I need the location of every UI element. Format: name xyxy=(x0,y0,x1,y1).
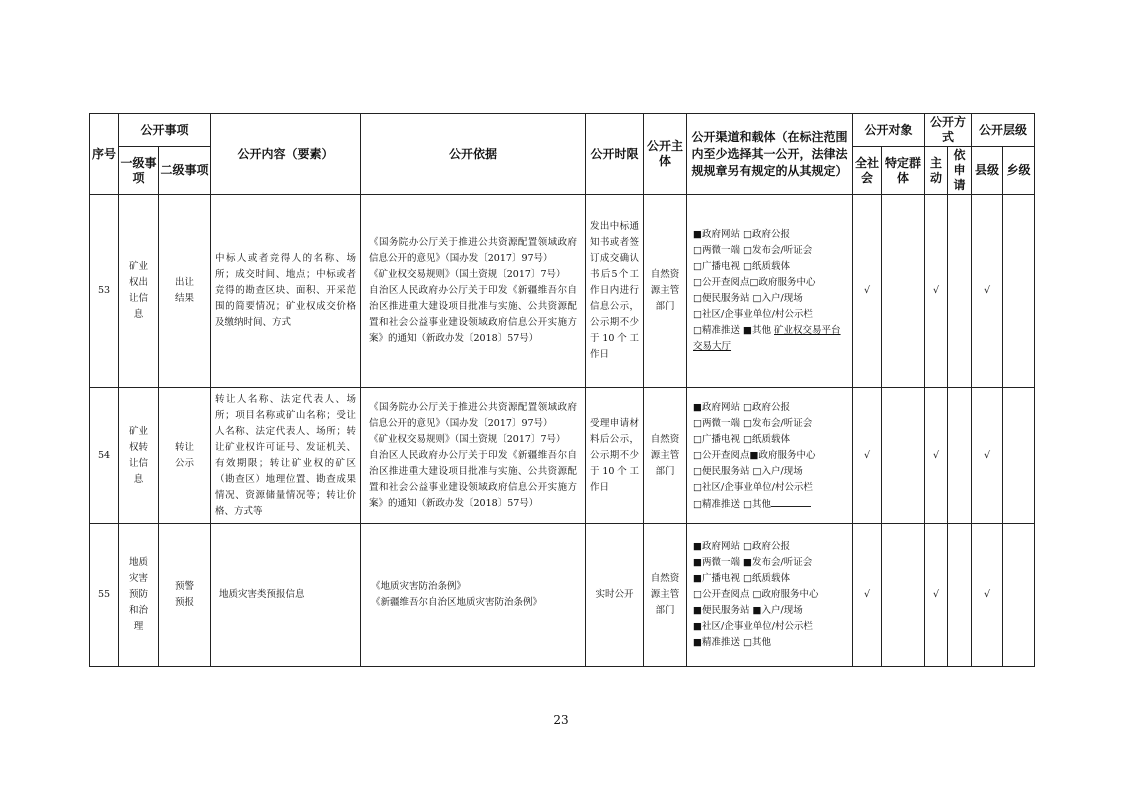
row-channels xyxy=(687,195,853,388)
row-content: 中标人或者竞得人的名称、场所；成交时间、地点；中标或者竞得的勘查区块、面积、开采范围的简要情况；矿业权成交价格及缴纳时间、方式 xyxy=(211,195,361,388)
header-level2: 二级事项 xyxy=(159,147,211,195)
check-mode-active: √ xyxy=(925,524,948,667)
check-target-all: √ xyxy=(853,195,882,388)
row-seq: 54 xyxy=(90,388,119,524)
row-level2: 出让结果 xyxy=(159,195,211,388)
check-target-specific xyxy=(882,524,925,667)
row-basis xyxy=(361,388,586,524)
row-level1: 矿业权转让信息 xyxy=(119,388,159,524)
channel-option: ■两微一端 ■发布会/听证会 xyxy=(693,557,813,568)
check-level-township xyxy=(1003,388,1035,524)
row-level2: 预警预报 xyxy=(159,524,211,667)
channel-option: ■便民服务站 ■入户/现场 xyxy=(693,605,803,616)
channel-option: ■社区/企事业单位/村公示栏 xyxy=(693,621,813,632)
channel-option-other: □精准推送 □其他 xyxy=(693,496,846,512)
check-mode-active: √ xyxy=(925,388,948,524)
disclosure-table xyxy=(89,113,1035,667)
header-item-group: 公开事项 xyxy=(119,114,211,147)
row-time-limit: 实时公开 xyxy=(586,524,644,667)
check-mode-request xyxy=(948,388,972,524)
basis-line: 《新疆维吾尔自治区地质灾害防治条例》 xyxy=(371,597,543,608)
basis-line: 《国务院办公厅关于推进公共资源配置领域政府信息公开的意见》（国办发〔2017〕97号） xyxy=(369,401,578,429)
channel-option: ■政府网站 □政府公报 xyxy=(693,229,790,240)
channel-option: □公开查阅点■政府服务中心 xyxy=(693,449,816,461)
table-row xyxy=(90,195,1035,388)
check-level-township xyxy=(1003,524,1035,667)
table-row xyxy=(90,388,1035,524)
basis-line: 《地质灾害防治条例》 xyxy=(371,581,467,592)
channel-option-other: □精准推送 ■其他 矿业权交易平台交易大厅 xyxy=(693,325,841,352)
row-level2: 转让公示 xyxy=(159,388,211,524)
channel-option: □广播电视 □纸质载体 xyxy=(693,261,790,272)
header-subject: 公开主体 xyxy=(644,114,687,195)
check-level-township xyxy=(1003,195,1035,388)
channel-option: ■政府网站 □政府公报 xyxy=(693,401,790,413)
check-mode-request xyxy=(948,195,972,388)
row-content: 地质灾害类预报信息 xyxy=(211,524,361,667)
header-mode-group: 公开方式 xyxy=(925,114,972,147)
header-seq: 序号 xyxy=(90,114,119,195)
row-time-limit: 受理申请材料后公示，公示期不少于10个工作日 xyxy=(586,388,644,524)
check-target-specific xyxy=(882,195,925,388)
row-seq: 53 xyxy=(90,195,119,388)
channel-option: □便民服务站 □入户/现场 xyxy=(693,293,803,304)
header-target-all: 全社会 xyxy=(853,147,882,195)
basis-line: 《国务院办公厅关于推进公共资源配置领域政府信息公开的意见》（国办发〔2017〕97号） xyxy=(369,237,578,264)
channel-option: □公开查阅点 □政府服务中心 xyxy=(693,589,819,600)
row-channels xyxy=(687,524,853,667)
row-content: 转让人名称、法定代表人、场所；项目名称或矿山名称；受让人名称、法定代表人、场所；转让矿业权许可证号、发证机关、有效期限；转让矿业权的矿区（勘查区）地理位置、勘查成果情况、资源储量情况等；转让价格、方式等 xyxy=(211,388,361,524)
channel-option: □公开查阅点□政府服务中心 xyxy=(693,277,816,288)
check-target-all: √ xyxy=(853,388,882,524)
channel-option: □社区/企事业单位/村公示栏 xyxy=(693,481,813,493)
check-mode-active: √ xyxy=(925,195,948,388)
header-time-limit: 公开时限 xyxy=(586,114,644,195)
check-mode-request xyxy=(948,524,972,667)
channel-option: □两微一端 □发布会/听证会 xyxy=(693,417,813,429)
header-mode-request: 依申请 xyxy=(948,147,972,195)
header-mode-active: 主动 xyxy=(925,147,948,195)
channel-option: □社区/企事业单位/村公示栏 xyxy=(693,309,813,320)
basis-line: 自治区人民政府办公厅关于印发《新疆维吾尔自治区推进重大建设项目批准与实施、公共资源配置和社会公益事业建设领域政府信息公开实施方案》的通知（新政办发〔2018〕57号） xyxy=(369,449,578,509)
basis-line: 《矿业权交易规则》（国土资规〔2017〕7号） xyxy=(369,433,566,445)
header-level1: 一级事项 xyxy=(119,147,159,195)
page-number: 23 xyxy=(553,713,569,727)
basis-line: 自治区人民政府办公厅关于印发《新疆维吾尔自治区推进重大建设项目批准与实施、公共资源配置和社会公益事业建设领域政府信息公开实施方案》的通知（新政办发〔2018〕57号） xyxy=(369,285,578,344)
row-basis xyxy=(361,195,586,388)
table-row xyxy=(90,524,1035,667)
header-level-township: 乡级 xyxy=(1003,147,1035,195)
header-basis: 公开依据 xyxy=(361,114,586,195)
row-subject: 自然资源主管部门 xyxy=(644,388,687,524)
channel-option: ■广播电视 □纸质载体 xyxy=(693,573,790,584)
channel-option: ■精准推送 □其他 xyxy=(693,637,771,648)
row-time-limit: 发出中标通知书或者签订成交确认书后5个工作日内进行信息公示，公示期不少于10个工作日 xyxy=(586,195,644,388)
row-subject: 自然资源主管部门 xyxy=(644,195,687,388)
blank-underline xyxy=(771,496,811,507)
check-target-specific xyxy=(882,388,925,524)
check-level-county: √ xyxy=(972,388,1003,524)
channel-option: □便民服务站 □入户/现场 xyxy=(693,465,803,477)
check-level-county: √ xyxy=(972,524,1003,667)
header-target-group: 公开对象 xyxy=(853,114,925,147)
header-target-specific: 特定群体 xyxy=(882,147,925,195)
row-basis xyxy=(361,524,586,667)
row-channels xyxy=(687,388,853,524)
channel-option: □两微一端 □发布会/听证会 xyxy=(693,245,813,256)
check-target-all: √ xyxy=(853,524,882,667)
basis-line: 《矿业权交易规则》（国土资规〔2017〕7号） xyxy=(369,269,566,280)
channel-other-text: 矿业权交易平台交易大厅 xyxy=(693,325,841,352)
header-content: 公开内容（要素） xyxy=(211,114,361,195)
row-seq: 55 xyxy=(90,524,119,667)
header-level-group: 公开层级 xyxy=(972,114,1035,147)
header-channels: 公开渠道和载体（在标注范围内至少选择其一公开，法律法规规章另有规定的从其规定） xyxy=(687,114,853,195)
row-subject: 自然资源主管部门 xyxy=(644,524,687,667)
row-level1: 地质灾害预防和治理 xyxy=(119,524,159,667)
check-level-county: √ xyxy=(972,195,1003,388)
channel-option: ■政府网站 □政府公报 xyxy=(693,541,790,552)
row-level1: 矿业权出让信息 xyxy=(119,195,159,388)
header-level-county: 县级 xyxy=(972,147,1003,195)
channel-option: □广播电视 □纸质载体 xyxy=(693,433,790,445)
